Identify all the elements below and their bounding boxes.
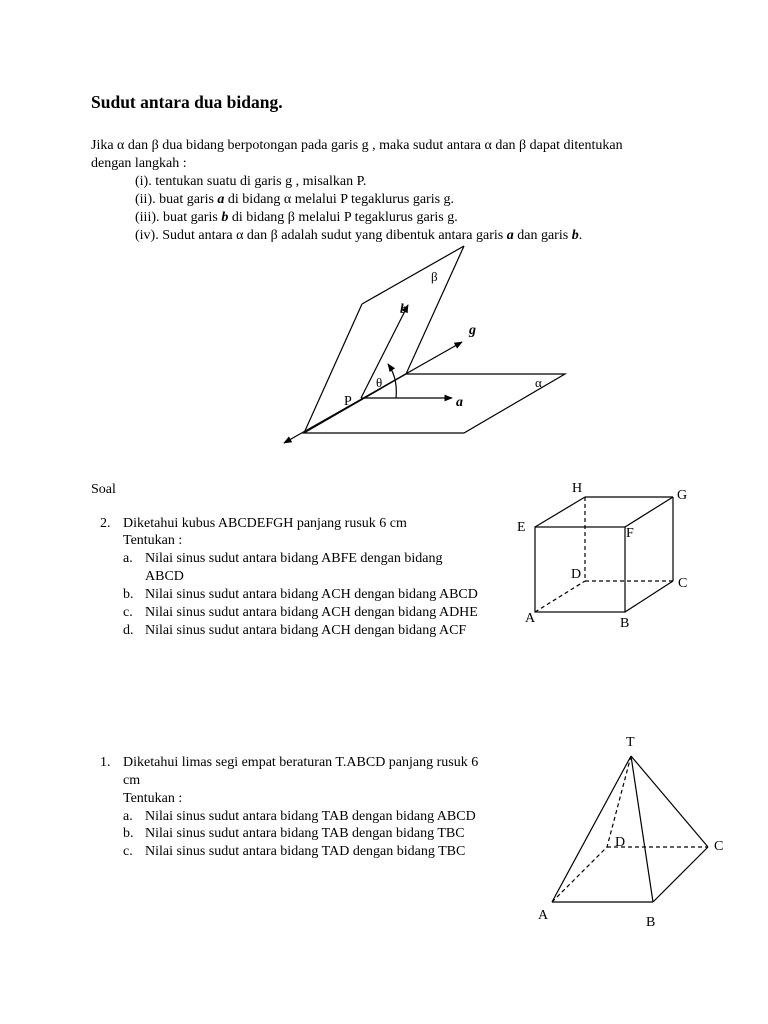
step-emphasis: b [221,210,229,225]
label-alpha: α [535,375,542,390]
pyramid-edge-BC [653,847,708,902]
option-letter: c. [123,605,133,620]
question1-text: Diketahui limas segi empat beraturan T.ABCD panjang rusuk 6 [123,755,479,770]
option-text: Nilai sinus sudut antara bidang ACH dengan bidang ACF [145,623,467,638]
cube-figure [535,497,673,612]
step-text: (ii). buat garis [135,192,218,207]
pyramid-label-B: B [646,915,656,930]
step-emphasis: a [506,228,514,243]
question2-text: Diketahui kubus ABCDEFGH panjang rusuk 6 cm [123,516,407,531]
step-text: (iii). buat garis [135,210,222,225]
step-emphasis: a [217,192,225,207]
pyramid-label-T: T [626,735,635,750]
question2-number: 2. [100,516,111,531]
plane-beta-edge [362,246,464,304]
cube-label-H: H [572,481,583,496]
soal-heading: Soal [91,482,116,497]
intro-line-2: dengan langkah : [91,156,187,171]
option-letter: a. [123,809,133,824]
plane-beta-edge [406,246,464,374]
option-text: Nilai sinus sudut antara bidang ACH dengan bidang ADHE [145,605,478,620]
option-letter: d. [123,623,134,638]
option-text-continued: ABCD [145,569,184,584]
cube-edge-FG [625,497,673,527]
cube-label-D: D [571,567,582,582]
step-text: (i). tentukan suatu di garis g , misalkan P. [135,174,367,189]
question2-tentukan: Tentukan : [123,533,183,548]
cube-label-G: G [677,488,688,503]
label-a: a [456,395,463,410]
option-text: Nilai sinus sudut antara bidang ACH dengan bidang ABCD [145,587,478,602]
option-letter: a. [123,551,133,566]
option-letter: b. [123,587,134,602]
option-text: Nilai sinus sudut antara bidang ABFE dengan bidang [145,551,443,566]
step-text: dan garis [513,228,572,243]
cube-edge-BC [625,581,673,612]
page-title: Sudut antara dua bidang. [91,92,283,112]
question1-text-continued: cm [123,773,141,788]
step-text: . [578,228,583,243]
cube-label-F: F [626,526,634,541]
step-emphasis: b [571,228,579,243]
option-letter: b. [123,826,134,841]
cube-label-B: B [620,616,630,631]
pyramid-figure [552,756,708,902]
line-g [284,342,462,443]
question1-number: 1. [100,755,111,770]
label-P: P [344,394,352,409]
option-text: Nilai sinus sudut antara bidang TAB dengan bidang ABCD [145,809,476,824]
planes-figure [284,246,565,443]
pyramid-edge-TD [607,756,631,847]
cube-label-E: E [517,520,526,535]
cube-label-A: A [525,611,536,626]
label-beta: β [431,269,438,284]
option-text: Nilai sinus sudut antara bidang TAB dengan bidang TBC [145,826,465,841]
label-theta: θ [376,375,383,390]
question1-tentukan: Tentukan : [123,791,183,806]
pyramid-edge-TA [552,756,631,902]
cube-label-C: C [678,576,688,591]
pyramid-label-D: D [615,835,626,850]
cube-edge-EH [535,497,585,527]
step-text: (iv). Sudut antara α dan β adalah sudut yang dibentuk antara garis [135,228,507,243]
line-b [361,305,408,398]
pyramid-edge-AD [552,847,607,902]
label-g: g [469,323,476,338]
pyramid-label-C: C [714,839,724,854]
pyramid-label-A: A [538,908,549,923]
step-text: di bidang α melalui P tegaklurus garis g. [224,192,455,207]
option-letter: c. [123,844,133,859]
intro-line-1: Jika α dan β dua bidang berpotongan pada garis g , maka sudut antara α dan β dapat ditentukan [91,138,623,153]
option-text: Nilai sinus sudut antara bidang TAD dengan bidang TBC [145,844,466,859]
cube-edge-AD [535,581,585,612]
label-b: b [400,302,407,317]
step-text: di bidang β melalui P tegaklurus garis g. [228,210,458,225]
plane-beta-edge [304,304,362,433]
